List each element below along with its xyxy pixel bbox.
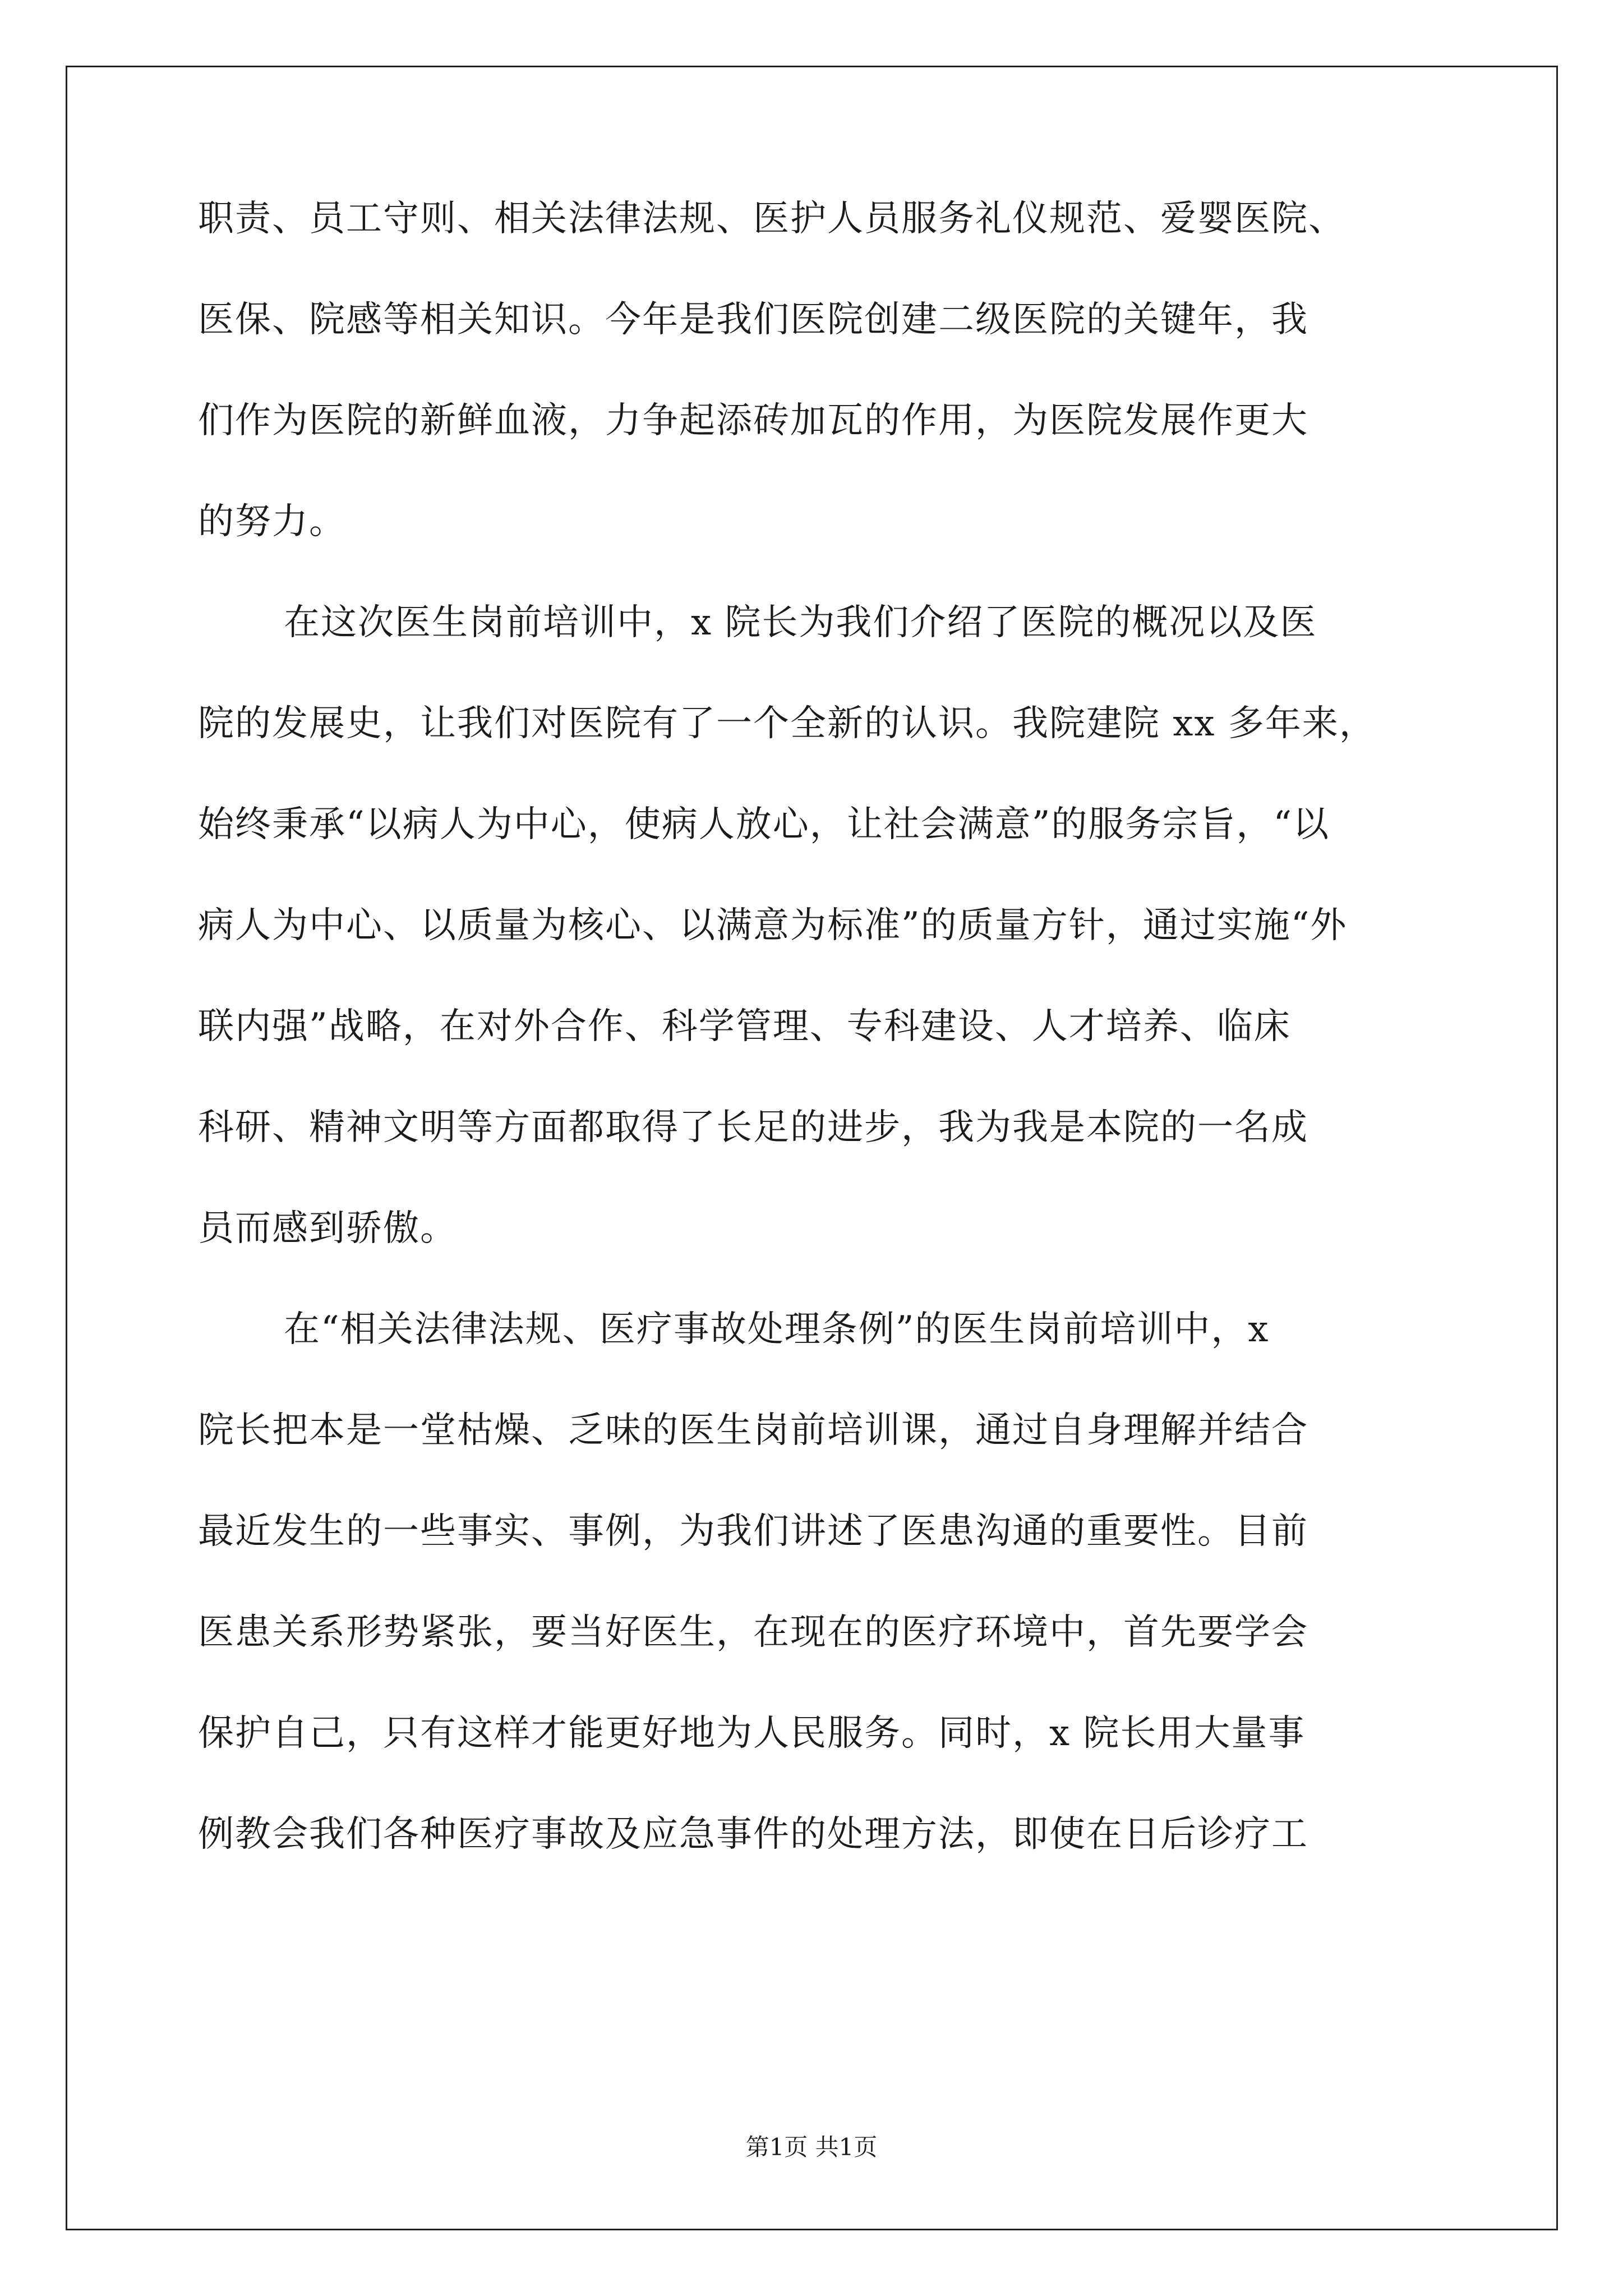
text-line-1: 职责、员工守则、相关法律法规、医护人员服务礼仪规范、爱婴医院、 xyxy=(198,198,1345,240)
text-line-11: 员而感到骄傲。 xyxy=(198,1208,457,1249)
text-line-9: 联内强”战略，在对外合作、科学管理、专科建设、人才培养、临床 xyxy=(198,1006,1291,1047)
text-line-3: 们作为医院的新鲜血液，力争起添砖加瓦的作用，为医院发展作更大 xyxy=(198,400,1308,441)
text-line-4: 的努力。 xyxy=(198,501,346,542)
text-line-5: 在这次医生岗前培训中，x 院长为我们介绍了医院的概况以及医 xyxy=(284,602,1317,643)
text-line-14: 最近发生的一些事实、事例，为我们讲述了医患沟通的重要性。目前 xyxy=(198,1511,1308,1552)
document-body xyxy=(198,168,1437,1885)
text-line-2: 医保、院感等相关知识。今年是我们医院创建二级医院的关键年，我 xyxy=(198,299,1308,341)
text-line-7: 始终秉承“以病人为中心，使病人放心，让社会满意”的服务宗旨，“以 xyxy=(198,804,1330,845)
text-line-10: 科研、精神文明等方面都取得了长足的进步，我为我是本院的一名成 xyxy=(198,1107,1308,1148)
text-line-16: 保护自己，只有这样才能更好地为人民服务。同时，x 院长用大量事 xyxy=(198,1713,1306,1754)
text-line-17: 例教会我们各种医疗事故及应急事件的处理方法，即使在日后诊疗工 xyxy=(198,1814,1308,1855)
text-line-15: 医患关系形势紧张，要当好医生，在现在的医疗环境中，首先要学会 xyxy=(198,1612,1308,1653)
text-line-13: 院长把本是一堂枯燥、乏味的医生岗前培训课，通过自身理解并结合 xyxy=(198,1410,1308,1451)
page-footer: 第1页 共1页 xyxy=(745,2133,878,2161)
text-line-8: 病人为中心、以质量为核心、以满意为标准”的质量方针，通过实施“外 xyxy=(198,905,1348,946)
text-line-12: 在“相关法律法规、医疗事故处理条例”的医生岗前培训中，x xyxy=(284,1309,1270,1350)
text-line-6: 院的发展史，让我们对医院有了一个全新的认识。我院建院 xx 多年来， xyxy=(198,703,1376,744)
